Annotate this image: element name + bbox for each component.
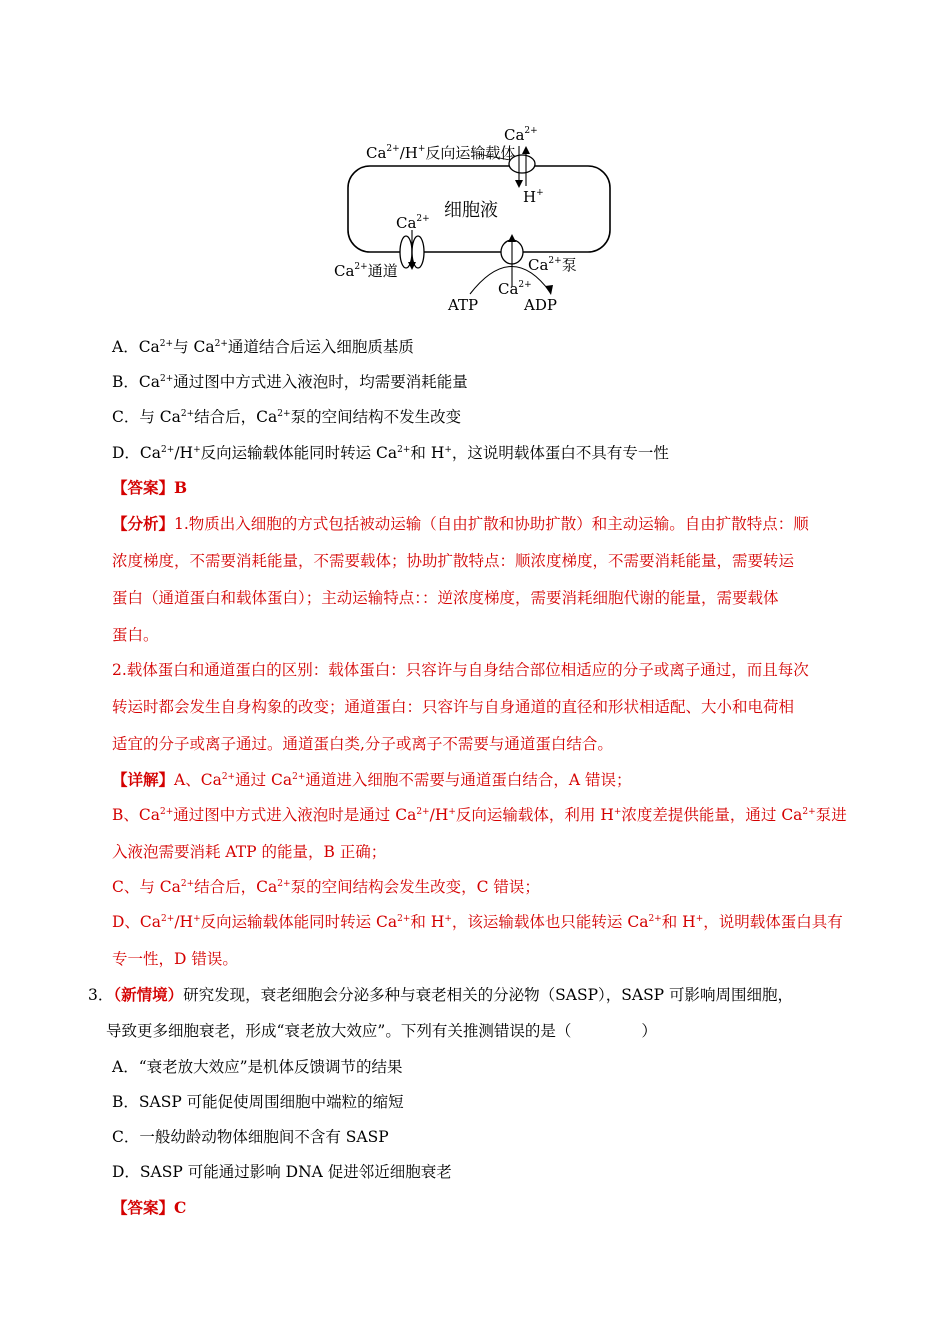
calcium-transport-diagram	[330, 118, 630, 318]
pump-label: $Ca^{2+}$泵	[528, 256, 577, 274]
q2-detail-d-line-1: D、$Ca^{2+}/H^+$反向运输载体能同时转运 $Ca^{2+}$和 H+，该运输载体也只能转运 $Ca^{2+}$和 H+，说明载体蛋白具有	[112, 913, 843, 931]
q2-answer: 【答案】B	[112, 478, 188, 497]
q2-detail-b-line-2: 入液泡需要消耗 ATP 的能量，B 正确；	[112, 843, 387, 861]
q2-detail-a: 【详解】A、$Ca^{2+}$通过 $Ca^{2+}$通道进入细胞不需要与通道蛋白结合，A 错误；	[112, 770, 632, 789]
q2-analysis-line-1: 【分析】1.物质出入细胞的方式包括被动运输（自由扩散和协助扩散）和主动运输。自由扩散特点：顺	[112, 514, 809, 533]
q2-analysis-line-2: 浓度梯度，不需要消耗能量，不需要载体；协助扩散特点：顺浓度梯度，不需要消耗能量，需要转运	[112, 552, 795, 570]
channel-label: $Ca^{2+}$通道	[334, 262, 398, 280]
q3-option-a: A．“衰老放大效应”是机体反馈调节的结果	[112, 1058, 403, 1076]
q3-option-c: C．一般幼龄动物体细胞间不含有 SASP	[112, 1128, 389, 1146]
h-out-arrowhead	[522, 146, 530, 154]
q2-analysis-line-5: 2.载体蛋白和通道蛋白的区别：载体蛋白：只容许与自身结合部位相适应的分子或离子通过，而且每次	[112, 661, 809, 679]
adp-arrowhead	[545, 285, 553, 295]
q2-detail-d-line-2: 专一性，D 错误。	[112, 950, 238, 968]
q2-analysis-line-6: 转运时都会发生自身构象的改变；通道蛋白：只容许与自身通道的直径和形状相适配、大小和电荷相	[112, 698, 795, 716]
cell-sap-label: 细胞液	[444, 200, 498, 221]
q2-detail-c: C、与 $Ca^{2+}$结合后，$Ca^{2+}$泵的空间结构会发生改变，C 错误；	[112, 878, 540, 896]
top-ca-label: $Ca^{2+}$	[504, 126, 538, 144]
q2-option-c: C．与 $Ca^{2+}$结合后，$Ca^{2+}$泵的空间结构不发生改变	[112, 408, 462, 426]
q2-option-a: A．$Ca^{2+}$与 $Ca^{2+}$通道结合后运入细胞质基质	[112, 338, 414, 356]
atp-label: ATP	[448, 296, 479, 314]
q2-analysis-line-3: 蛋白（通道蛋白和载体蛋白）；主动运输特点：：逆浓度梯度，需要消耗细胞代谢的能量，需要载体	[112, 589, 779, 607]
pump-arrowhead	[508, 234, 516, 242]
h-label: H+	[523, 188, 544, 206]
q2-detail-b-line-1: B、$Ca^{2+}$通过图中方式进入液泡时是通过 $Ca^{2+}/H^+$反向运输载体，利用 H+浓度差提供能量，通过 $Ca^{2+}$泵进	[112, 806, 847, 824]
bottom-ca-label: $Ca^{2+}$	[498, 280, 532, 298]
channel-top-ca-label: $Ca^{2+}$	[396, 214, 430, 232]
q3-option-b: B．SASP 可能促使周围细胞中端粒的缩短	[112, 1093, 404, 1111]
q2-analysis-line-4: 蛋白。	[112, 626, 159, 644]
ca-in-arrowhead	[515, 180, 523, 188]
q2-option-d: D．$Ca^{2+}/H^+$反向运输载体能同时转运 $Ca^{2+}$和 H+，这说明载体蛋白不具有专一性	[112, 444, 669, 462]
q3-stem-line-1: 3．（新情境）研究发现，衰老细胞会分泌多种与衰老相关的分泌物（SASP），SASP 可影响周围细胞，	[88, 985, 794, 1004]
q3-stem-line-2: 导致更多细胞衰老，形成“衰老放大效应”。下列有关推测错误的是（ ）	[106, 1022, 657, 1040]
antiporter-label: $Ca^{2+}/H^+$反向运输载体	[366, 144, 516, 162]
q3-answer: 【答案】C	[112, 1198, 187, 1217]
q2-option-b: B．$Ca^{2+}$通过图中方式进入液泡时，均需要消耗能量	[112, 373, 468, 391]
q2-analysis-line-7: 适宜的分子或离子通过。通道蛋白类,分子或离子不需要与通道蛋白结合。	[112, 735, 613, 753]
adp-label: ADP	[524, 296, 557, 314]
q3-option-d: D．SASP 可能通过影响 DNA 促进邻近细胞衰老	[112, 1163, 452, 1181]
